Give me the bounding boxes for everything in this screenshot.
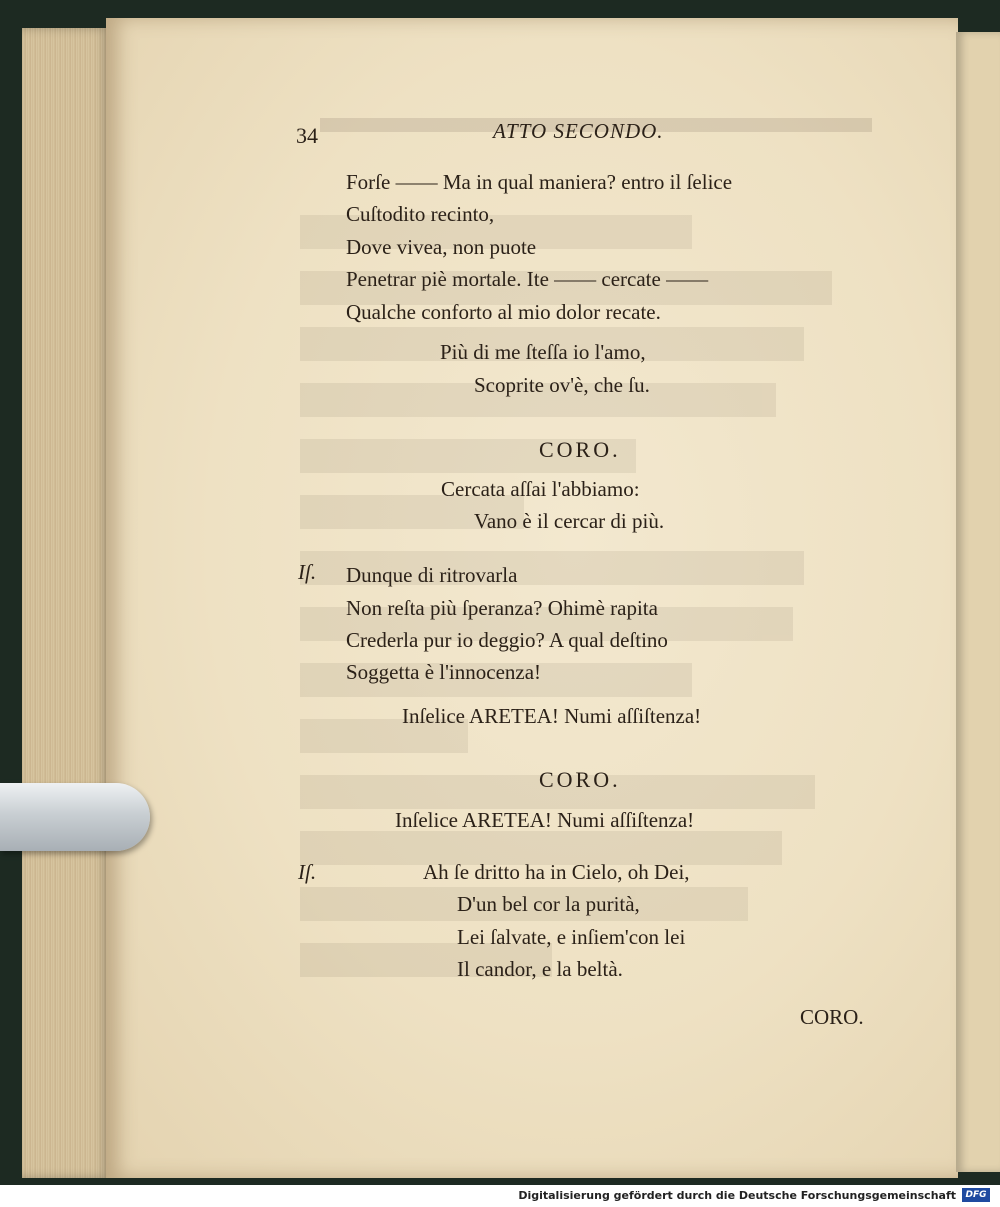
coro-line: Vano è il cercar di più. xyxy=(474,509,665,533)
verse-line: Non reſta più ſperanza? Ohimè rapita xyxy=(346,596,658,620)
running-head: ATTO SECONDO. xyxy=(493,119,664,143)
speaker-label: Iſ. xyxy=(298,560,317,584)
page-number: 34 xyxy=(296,123,318,148)
aria-line: D'un bel cor la purità, xyxy=(457,892,640,916)
page-edges xyxy=(22,28,110,1178)
verse-line: Dunque di ritrovarla xyxy=(346,563,518,587)
aria-line: Lei ſalvate, e inſiem'con lei xyxy=(457,925,686,949)
aria-line: Ah ſe dritto ha in Cielo, oh Dei, xyxy=(423,860,690,884)
page-clip xyxy=(0,783,150,851)
verse-line: Qualche conforto al mio dolor recate. xyxy=(346,300,661,324)
exclamation-line: Inſelice ARETEA! Numi aſſiſtenza! xyxy=(402,704,702,728)
digitization-footer xyxy=(0,1185,1000,1207)
speaker-label: Iſ. xyxy=(298,860,317,884)
coro-line: Cercata aſſai l'abbiamo: xyxy=(441,477,640,501)
aria-line: Scoprite ov'è, che ſu. xyxy=(474,373,650,397)
footer-credit: Digitalisierung gefördert durch die Deutsche Forschungsgemeinschaft xyxy=(518,1189,956,1202)
aria-line: Più di me ſteſſa io l'amo, xyxy=(440,340,646,364)
verse-line: Soggetta è l'innocenza! xyxy=(346,660,542,684)
verse-line: Dove vivea, non puote xyxy=(346,235,537,259)
coro-heading: CORO. xyxy=(539,437,621,462)
aria-line: Il candor, e la beltà. xyxy=(457,957,623,981)
verse-line: Forſe —— Ma in qual maniera? entro il ſelice xyxy=(346,170,733,194)
verse-line: Crederla pur io deggio? A qual deſtino xyxy=(346,628,668,652)
verse-line: Cuſtodito recinto, xyxy=(346,202,495,226)
dfg-logo-icon: DFG xyxy=(962,1188,990,1202)
coro-line: Inſelice ARETEA! Numi aſſiſtenza! xyxy=(395,808,695,832)
next-leaf xyxy=(956,32,1000,1172)
coro-heading: CORO. xyxy=(539,767,621,792)
catchword: CORO. xyxy=(800,1005,864,1029)
verse-line: Penetrar piè mortale. Ite —— cercate —— xyxy=(346,267,709,291)
